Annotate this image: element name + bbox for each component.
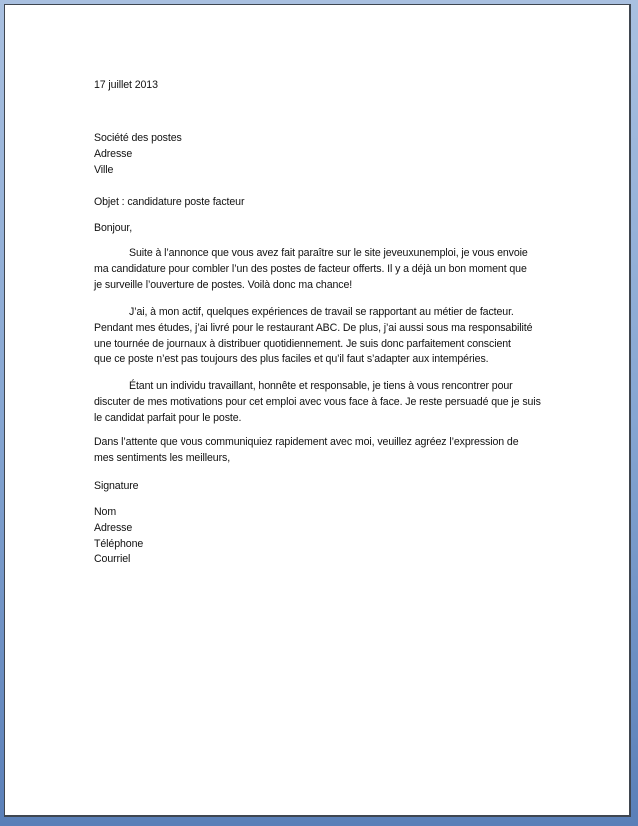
paragraph-line: Étant un individu travaillant, honnête et responsable, je tiens à vous rencontrer pour xyxy=(129,380,513,392)
paragraph-line: J’ai, à mon actif, quelques expériences de travail se rapportant au métier de facteur. xyxy=(129,306,514,318)
paragraph-line: discuter de mes motivations pour cet emploi avec vous face à face. Je reste persuadé que je suis xyxy=(94,395,541,408)
recipient-block xyxy=(94,131,564,178)
closing-line: mes sentiments les meilleurs, xyxy=(94,451,231,464)
paragraph-line: Suite à l’annonce que vous avez fait paraître sur le site jeveuxunemploi, je vous envoie xyxy=(129,247,528,259)
sender-email: Courriel xyxy=(94,553,131,566)
paragraph-3 xyxy=(94,379,564,426)
signature-label: Signature xyxy=(94,480,139,492)
sender-name: Nom xyxy=(94,506,117,518)
paragraph-line: je surveille l’ouverture de postes. Voilà donc ma chance! xyxy=(94,278,353,291)
closing-paragraph xyxy=(94,435,564,467)
closing-line: Dans l’attente que vous communiquiez rapidement avec moi, veuillez agréez l’expression de xyxy=(94,436,519,448)
paragraph-1 xyxy=(94,246,564,293)
letter-greeting: Bonjour, xyxy=(94,222,133,234)
sender-phone: Téléphone xyxy=(94,537,144,550)
sender-block xyxy=(94,505,564,568)
letter-subject: Objet : candidature poste facteur xyxy=(94,196,245,208)
paragraph-line: ma candidature pour combler l’un des postes de facteur offerts. Il y a déjà un bon moment que xyxy=(94,262,527,275)
paragraph-line: que ce poste n’est pas toujours des plus faciles et qu’il faut s’adapter aux intempéries. xyxy=(94,353,489,366)
paragraph-line: le candidat parfait pour le poste. xyxy=(94,411,242,424)
paragraph-2 xyxy=(94,305,564,368)
recipient-city: Ville xyxy=(94,163,114,176)
recipient-company: Société des postes xyxy=(94,132,182,144)
letter-date: 17 juillet 2013 xyxy=(94,79,158,91)
paragraph-line: Pendant mes études, j’ai livré pour le restaurant ABC. De plus, j’ai aussi sous ma responsabilité xyxy=(94,321,533,334)
paragraph-line: une tournée de journaux à distribuer quotidiennement. Je suis donc parfaitement conscient xyxy=(94,337,511,350)
recipient-address: Adresse xyxy=(94,147,133,160)
sender-address: Adresse xyxy=(94,521,133,534)
